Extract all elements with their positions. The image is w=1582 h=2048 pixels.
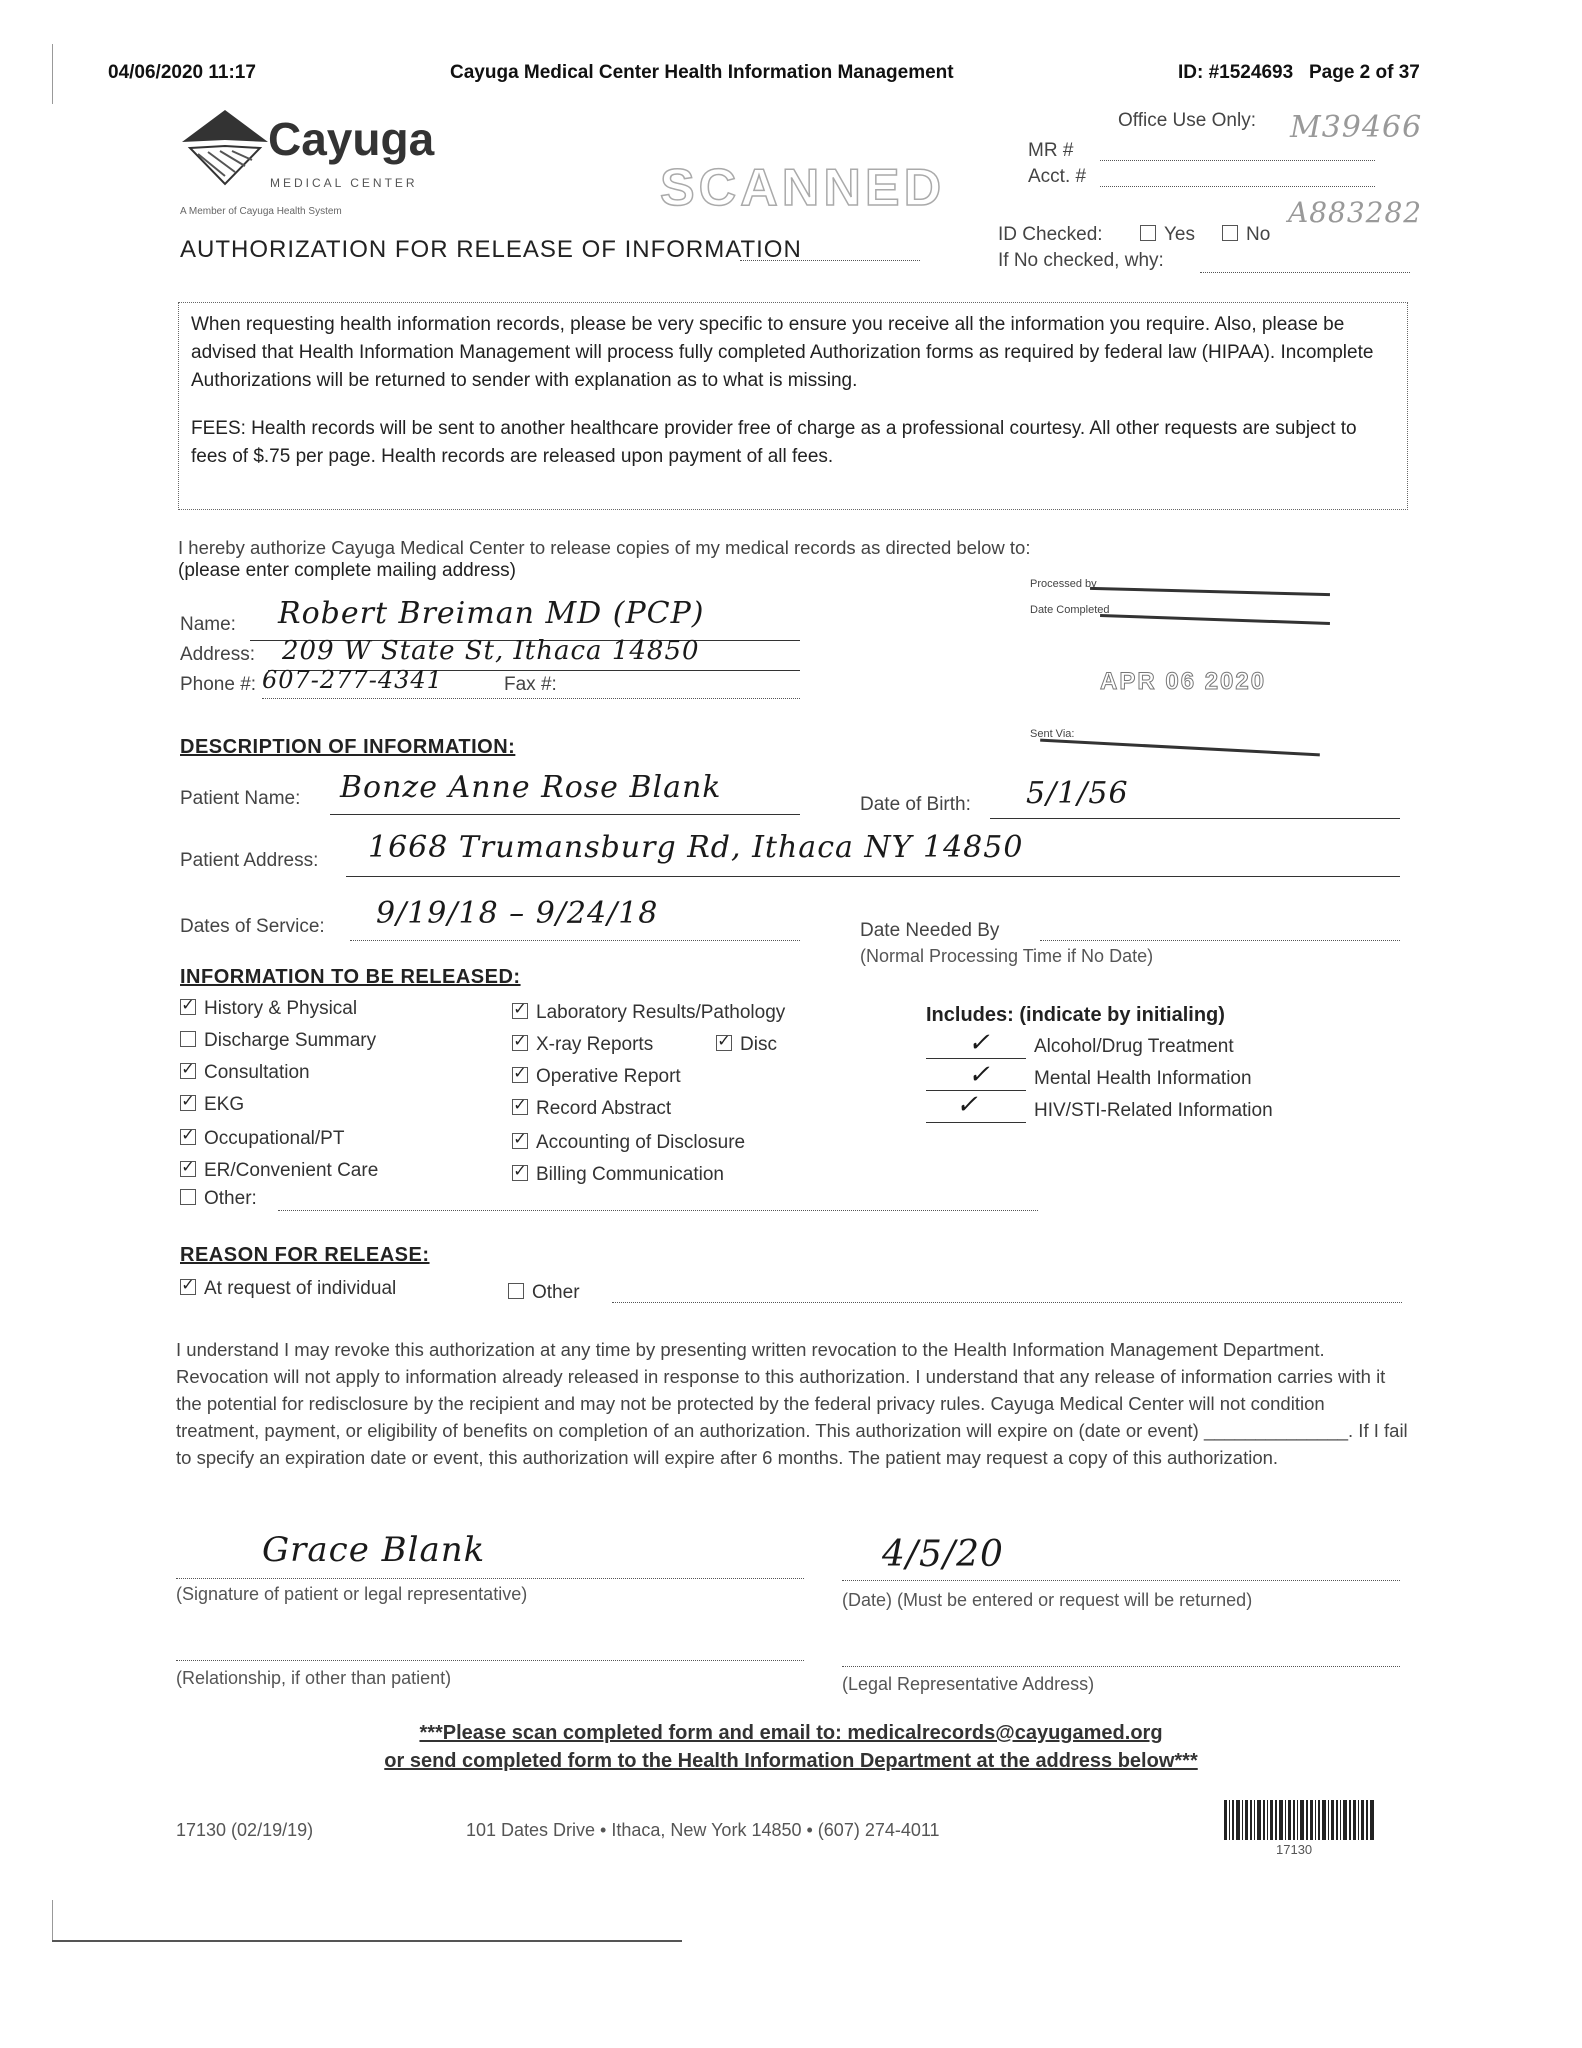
stamp-date-completed-line (1100, 614, 1330, 625)
barcode-icon (1224, 1800, 1374, 1840)
authorize-address-note: (please enter complete mailing address) (178, 560, 516, 581)
patient-name-value[interactable]: Bonze Anne Rose Blank (340, 770, 722, 805)
release-other[interactable]: Other: (180, 1188, 257, 1210)
notice-fees-paragraph: FEES: Health records will be sent to another healthcare provider free of charge as a professional courtesy. All other requests are subject to fees of $.75 per page. Health records are released upon payment of all fees. (191, 418, 1357, 467)
fax-margin-mark (52, 44, 53, 104)
office-use-title: Office Use Only: (1118, 110, 1256, 131)
at-request-checkbox[interactable]: ✓ (181, 1276, 195, 1294)
laboratory-checkbox[interactable]: ✓ (513, 1000, 527, 1018)
fax-datetime: 04/06/2020 11:17 (108, 62, 256, 83)
acct-line (1100, 186, 1375, 187)
release-er-convenient-care[interactable]: ✓ ER/Convenient Care (181, 1158, 379, 1181)
patient-signature-value[interactable]: Grace Blank (262, 1530, 486, 1570)
patient-address-value[interactable]: 1668 Trumansburg Rd, Ithaca NY 14850 (368, 830, 1024, 865)
stamp-processed-by: Processed by (1030, 578, 1097, 590)
hiv-sti-label: HIV/STI-Related Information (1034, 1100, 1273, 1121)
release-xray[interactable]: ✓ X-ray Reports (513, 1032, 654, 1055)
reason-other-line (612, 1302, 1402, 1303)
notice-box (178, 302, 1408, 510)
er-convenient-care-checkbox[interactable]: ✓ (181, 1158, 195, 1176)
relationship-label: (Relationship, if other than patient) (176, 1668, 452, 1688)
acct-number-value: A883282 (1288, 196, 1423, 229)
logo-name: Cayuga (268, 113, 435, 165)
release-record-abstract[interactable]: ✓ Record Abstract (513, 1096, 672, 1119)
release-disc[interactable]: ✓ Disc (717, 1032, 777, 1055)
alcohol-initial-line (926, 1058, 1026, 1059)
release-accounting-disclosure[interactable]: ✓ Accounting of Disclosure (513, 1130, 746, 1153)
fax-id-page: ID: #1524693 Page 2 of 37 (1178, 62, 1420, 83)
release-laboratory[interactable]: ✓ Laboratory Results/Pathology (513, 1000, 786, 1023)
form-number: 17130 (02/19/19) (176, 1820, 314, 1840)
other-checkbox[interactable] (180, 1189, 196, 1205)
dates-of-service-value[interactable]: 9/19/18 – 9/24/18 (376, 896, 659, 931)
mental-health-label: Mental Health Information (1034, 1068, 1252, 1089)
dob-value[interactable]: 5/1/56 (1026, 776, 1129, 811)
mr-label: MR # (1028, 140, 1074, 161)
release-other-line (278, 1210, 1038, 1211)
recipient-fax-label: Fax #: (504, 674, 557, 695)
discharge-summary-checkbox[interactable] (180, 1031, 196, 1047)
occupational-pt-checkbox[interactable]: ✓ (181, 1126, 195, 1144)
fax-center-name: Cayuga Medical Center Health Information Management (450, 62, 954, 83)
record-abstract-checkbox[interactable]: ✓ (513, 1096, 527, 1114)
stamp-date-completed: Date Completed (1030, 604, 1110, 616)
patient-name-label: Patient Name: (180, 788, 301, 809)
stamp-sent-via: Sent Via: (1030, 728, 1075, 740)
if-no-why-line (1200, 272, 1410, 273)
cayuga-logo-icon (180, 106, 270, 186)
received-date-stamp: APR 06 2020 (1100, 668, 1267, 695)
form-title: AUTHORIZATION FOR RELEASE OF INFORMATION (180, 236, 802, 263)
release-billing-communication[interactable]: ✓ Billing Communication (513, 1162, 724, 1185)
normal-processing-note: (Normal Processing Time if No Date) (860, 946, 1154, 966)
recipient-address-label: Address: (180, 644, 255, 665)
scan-instructions-line1: ***Please scan completed form and email to: medicalrecords@cayugamed.org (419, 1722, 1163, 1744)
reason-heading: REASON FOR RELEASE: (180, 1244, 430, 1266)
description-heading: DESCRIPTION OF INFORMATION: (180, 736, 516, 758)
mr-number-value: M39466 (1290, 110, 1423, 145)
stamp-processed-line (1090, 587, 1330, 596)
id-yes-checkbox[interactable] (1140, 225, 1156, 241)
includes-heading: Includes: (indicate by initialing) (926, 1004, 1225, 1026)
history-physical-checkbox[interactable]: ✓ (181, 996, 195, 1014)
acct-label: Acct. # (1028, 166, 1087, 187)
dob-label: Date of Birth: (860, 794, 971, 815)
id-no-checkbox[interactable] (1222, 225, 1238, 241)
signature-date-label: (Date) (Must be entered or request will be returned) (842, 1590, 1253, 1610)
date-needed-line (1040, 940, 1400, 941)
if-no-why-label: If No checked, why: (998, 250, 1164, 271)
fax-bottom-rule (52, 1940, 682, 1942)
logo-subtitle: MEDICAL CENTER (270, 176, 418, 190)
operative-report-checkbox[interactable]: ✓ (513, 1064, 527, 1082)
id-checked-no: No (1222, 224, 1270, 246)
xray-checkbox[interactable]: ✓ (513, 1032, 527, 1050)
recipient-name-value[interactable]: Robert Breiman MD (PCP) (278, 596, 705, 631)
fax-margin-mark-bottom (52, 1900, 53, 1940)
date-needed-label: Date Needed By (860, 920, 1000, 941)
hiv-sti-initial-value[interactable]: ✓ (956, 1090, 979, 1120)
reason-at-request[interactable]: ✓ At request of individual (181, 1276, 397, 1299)
signature-date-line (842, 1580, 1400, 1581)
barcode-number: 17130 (1276, 1842, 1313, 1857)
recipient-address-value[interactable]: 209 W State St, Ithaca 14850 (282, 636, 700, 666)
mental-health-initial-value[interactable]: ✓ (968, 1060, 991, 1090)
patient-signature-label: (Signature of patient or legal representative) (176, 1584, 528, 1604)
relationship-line (176, 1660, 804, 1661)
accounting-disclosure-checkbox[interactable]: ✓ (513, 1130, 527, 1148)
id-checked-yes: Yes (1140, 224, 1195, 246)
scanned-stamp: SCANNED (660, 159, 946, 217)
alcohol-initial-value[interactable]: ✓ (968, 1028, 991, 1058)
released-heading: INFORMATION TO BE RELEASED: (180, 966, 521, 988)
hiv-sti-initial-line (926, 1122, 1026, 1123)
release-consultation[interactable]: ✓ Consultation (181, 1060, 310, 1083)
patient-address-label: Patient Address: (180, 850, 319, 871)
release-ekg[interactable]: ✓ EKG (181, 1092, 245, 1115)
legal-rep-address-label: (Legal Representative Address) (842, 1674, 1095, 1694)
dates-of-service-label: Dates of Service: (180, 916, 325, 937)
authorize-statement: I hereby authorize Cayuga Medical Center to release copies of my medical records as directed below to: (178, 537, 1031, 558)
scan-instructions-line2: or send completed form to the Health Information Department at the address below*** (384, 1750, 1198, 1772)
logo-member-line: A Member of Cayuga Health System (180, 206, 342, 217)
disc-checkbox[interactable]: ✓ (717, 1032, 731, 1050)
stamp-sent-via-line (1040, 739, 1320, 757)
revocation-paragraph: I understand I may revoke this authorization at any time by presenting written revocation to the Health Information Management Department. Revocation will not apply to information already released in response to this authorization. I understand that any release of information carries with it the potential for redisclosure by the recipient and may not be protected by the federal privacy rules. Cayuga Medical Center will not condition treatment, payment, or eligibility of benefits on completion of an authorization. This authorization will expire on (date or event) ______________. If I fail to specify an expiration date or event, this authorization will expire after 6 months. The patient may request a copy of this authorization. (176, 1339, 1408, 1468)
recipient-phone-label: Phone #: (180, 674, 257, 695)
id-checked-label: ID Checked: (998, 224, 1103, 245)
patient-name-line (330, 814, 800, 815)
consultation-checkbox[interactable]: ✓ (181, 1060, 195, 1078)
patient-signature-line (176, 1578, 804, 1579)
footer-address: 101 Dates Drive • Ithaca, New York 14850 • (607) 274-4011 (466, 1820, 940, 1840)
reason-other[interactable]: Other (508, 1282, 580, 1304)
dob-line (990, 818, 1400, 819)
mr-line (1100, 160, 1375, 161)
patient-address-line (346, 876, 1400, 877)
release-history-physical[interactable]: ✓ History & Physical (181, 996, 358, 1019)
reason-other-checkbox[interactable] (508, 1283, 524, 1299)
signature-date-value[interactable]: 4/5/20 (882, 1534, 1004, 1575)
dates-of-service-line (350, 940, 800, 941)
release-discharge-summary[interactable]: Discharge Summary (180, 1030, 376, 1052)
ekg-checkbox[interactable]: ✓ (181, 1092, 195, 1110)
title-dotted-line (740, 260, 920, 261)
recipient-name-label: Name: (180, 614, 236, 635)
release-occupational-pt[interactable]: ✓ Occupational/PT (181, 1126, 345, 1149)
billing-communication-checkbox[interactable]: ✓ (513, 1162, 527, 1180)
notice-paragraph-1: When requesting health information records, please be very specific to ensure you receive all the information you require. Also, please be advised that Health Information Management will process fully completed Authorization forms as required by federal law (HIPAA). Incomplete Authorizations will be returned to sender with explanation as to what is missing. (191, 314, 1374, 391)
recipient-phone-fax-line (262, 698, 800, 699)
release-operative-report[interactable]: ✓ Operative Report (513, 1064, 681, 1087)
legal-rep-address-line (842, 1666, 1400, 1667)
alcohol-drug-treatment-label: Alcohol/Drug Treatment (1034, 1036, 1234, 1057)
recipient-phone-value[interactable]: 607-277-4341 (262, 666, 443, 694)
